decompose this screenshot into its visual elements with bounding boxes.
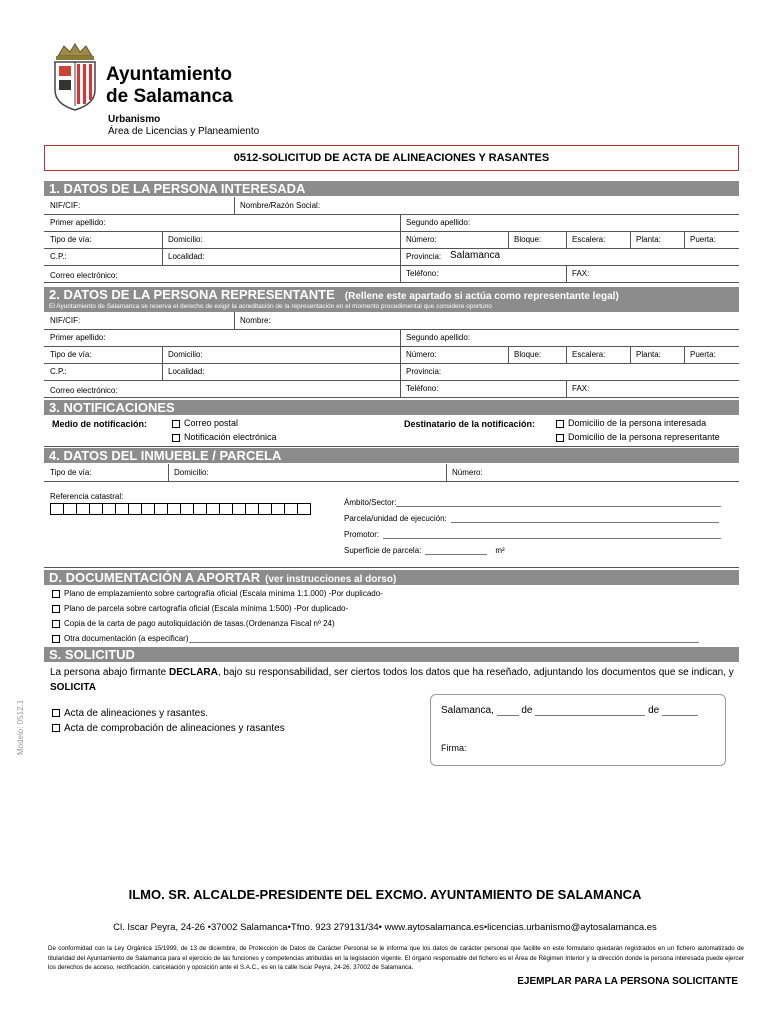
option-acta-alineaciones[interactable] <box>52 708 208 719</box>
sec2-fax-label: FAX: <box>572 384 590 393</box>
sec4-domicilio-label: Domicilio: <box>174 468 209 477</box>
decl-declara: DECLARA <box>168 667 218 678</box>
section-2-note <box>44 302 739 312</box>
section-2-subtitle: (Rellene este apartado si actúa como representante legal) <box>344 291 619 302</box>
sec4-body <box>44 482 739 568</box>
option-dom-representante[interactable] <box>556 432 720 442</box>
option-notificacion-electronica-label: Notificación electrónica <box>184 432 277 442</box>
dept-name: Urbanismo <box>108 114 161 125</box>
sec1-escalera-label: Escalera: <box>572 235 606 244</box>
checkbox-icon[interactable] <box>52 724 60 732</box>
sec4-parcela-field[interactable] <box>344 514 719 523</box>
section-4-header <box>44 448 739 463</box>
section-d-subtitle: (ver instrucciones al dorso) <box>265 574 397 585</box>
sec2-nif-label: NIF/CIF: <box>50 316 81 325</box>
decl-solicita: SOLICITA <box>50 682 96 693</box>
signature-date-line <box>441 705 698 716</box>
section-3-title: 3. NOTIFICACIONES <box>49 400 175 415</box>
sec2-row-nif <box>44 312 739 330</box>
sec2-correo-label: Correo electrónico: <box>50 386 118 395</box>
sec1-segundo-label: Segundo apellido: <box>406 218 471 227</box>
sec4-row-via <box>44 464 739 482</box>
section-2-title: 2. DATOS DE LA PERSONA REPRESENTANTE <box>49 287 335 302</box>
sec1-provincia-value[interactable]: Salamanca <box>450 250 501 261</box>
sec1-domicilio-label: Domicilio: <box>168 235 203 244</box>
sec1-planta-label: Planta: <box>636 235 661 244</box>
sec1-telefono-label: Teléfono: <box>406 269 439 278</box>
sec2-row-contacto <box>44 380 739 398</box>
doc-emplazamiento-label: Plano de emplazamiento sobre cartografía oficial (Escala mínima 1:1.000) -Por duplicado- <box>64 589 383 598</box>
sec4-ambito-label: Ámbito/Sector: <box>344 498 397 507</box>
section-d-title: D. DOCUMENTACIÓN A APORTAR <box>49 570 261 585</box>
section-1-title: 1. DATOS DE LA PERSONA INTERESADA <box>49 181 306 196</box>
doc-tasas[interactable] <box>52 619 335 628</box>
form-title <box>44 145 739 171</box>
modelo-vertical <box>16 700 25 755</box>
option-acta-alineaciones-label: Acta de alineaciones y rasantes. <box>64 708 208 719</box>
sec1-nombre-label: Nombre/Razón Social: <box>240 201 321 210</box>
sec2-nombre-label: Nombre: <box>240 316 271 325</box>
area-name: Área de Licencias y Planeamiento <box>108 126 260 137</box>
section-2-note-text: El Ayuntamiento de Salamanca se reserva el derecho de exigir la acreditación de la representación en el momento procedimental que considere oportuno <box>49 303 492 310</box>
legal-notice: De conformidad con la Ley Orgánica 15/1999, de 13 de diciembre, de Protección de Datos de Carácter Personal se le informa que los datos de carácter personal que facilite en este formulario quedarán registrados en un fichero automatizado de titularidad del Ayuntamiento de Salamanca para el ejercicio de las funciones y competencias atribuidas en la legislación vigente. El órgano responsable del fichero es el Área de Régimen Interior y la dirección donde la persona interesada puede ejercer los derechos de acceso, rectificación, cancelación y oposición ante el S.A.C., es en la calle Iscar Peyra, 24-26, 37002 de Salamanca. <box>48 945 744 971</box>
signature-box[interactable] <box>430 694 726 766</box>
sec2-cp-label: C.P.: <box>50 367 67 376</box>
option-correo-postal[interactable] <box>172 418 238 428</box>
sec2-provincia-label: Provincia: <box>406 367 442 376</box>
section-d-header <box>44 570 739 585</box>
de1-label: de <box>521 705 533 716</box>
sec1-localidad-label: Localidad: <box>168 252 205 261</box>
checkbox-icon[interactable] <box>556 420 564 428</box>
doc-emplazamiento[interactable] <box>52 589 383 598</box>
section-3-header <box>44 400 739 415</box>
checkbox-icon[interactable] <box>52 709 60 717</box>
sec1-provincia-label: Provincia: <box>406 252 442 261</box>
lugar-label: Salamanca, <box>441 705 494 716</box>
sec2-escalera-label: Escalera: <box>572 350 606 359</box>
option-dom-interesada[interactable] <box>556 418 706 428</box>
sec4-tipovia-label: Tipo de vía: <box>50 468 92 477</box>
sec2-row-via <box>44 346 739 364</box>
doc-parcela[interactable] <box>52 604 348 613</box>
doc-parcela-label: Plano de parcela sobre cartografía oficial (Escala mínima 1:500) -Por duplicado- <box>64 604 349 613</box>
sec1-row-cp <box>44 248 739 266</box>
sec4-numero-label: Número: <box>452 468 483 477</box>
sec4-parcela-label: Parcela/unidad de ejecución: <box>344 514 447 523</box>
sec4-promotor-field[interactable] <box>344 530 721 539</box>
sec2-domicilio-label: Domicilio: <box>168 350 203 359</box>
modelo-text: Modelo: 0512.1 <box>16 699 25 755</box>
section-2-header <box>44 287 739 302</box>
copy-label: EJEMPLAR PARA LA PERSONA SOLICITANTE <box>517 976 738 987</box>
sec1-puerta-label: Puerta: <box>690 235 716 244</box>
doc-tasas-label: Copia de la carta de pago autoliquidación de tasas.(Ordenanza Fiscal nº 24) <box>64 619 335 628</box>
sec1-row-via <box>44 231 739 249</box>
sec4-promotor-label: Promotor: <box>344 530 380 539</box>
sec4-superficie-field[interactable] <box>344 546 505 555</box>
sec3-destinatario-label: Destinatario de la notificación: <box>404 419 536 429</box>
section-s-title: S. SOLICITUD <box>49 647 135 662</box>
addressee: ILMO. SR. ALCALDE-PRESIDENTE DEL EXCMO. AYUNTAMIENTO DE SALAMANCA <box>128 887 642 902</box>
doc-otra[interactable] <box>52 634 699 643</box>
checkbox-icon[interactable] <box>52 635 60 643</box>
option-correo-postal-label: Correo postal <box>184 418 239 428</box>
form-title-text: 0512-SOLICITUD DE ACTA DE ALINEACIONES Y RASANTES <box>233 152 550 164</box>
sec1-cp-label: C.P.: <box>50 252 67 261</box>
sec2-bloque-label: Bloque: <box>514 350 542 359</box>
checkbox-icon[interactable] <box>172 434 180 442</box>
de2-label: de <box>648 705 660 716</box>
sec1-bloque-label: Bloque: <box>514 235 542 244</box>
sec1-fax-label: FAX: <box>572 269 590 278</box>
declaration-text <box>50 665 738 695</box>
doc-otra-label: Otra documentación (a especificar) <box>64 634 189 643</box>
sec1-numero-label: Número: <box>406 235 437 244</box>
checkbox-icon[interactable] <box>556 434 564 442</box>
contact-line: Cl. Iscar Peyra, 24-26 •37002 Salamanca•Tfno. 923 279131/34• www.aytosalamanca.es•licencias.urbanismo@aytosalamanca.es <box>113 922 657 933</box>
sec2-puerta-label: Puerta: <box>690 350 716 359</box>
coat-of-arms-logo <box>50 42 100 112</box>
sec2-row-cp <box>44 363 739 381</box>
sec2-numero-label: Número: <box>406 350 437 359</box>
sec2-tipovia-label: Tipo de vía: <box>50 350 92 359</box>
option-acta-comprobacion-label: Acta de comprobación de alineaciones y rasantes <box>64 723 285 734</box>
sec1-row-contacto <box>44 265 739 283</box>
option-notificacion-electronica[interactable] <box>172 432 277 442</box>
option-acta-comprobacion[interactable] <box>52 723 285 734</box>
checkbox-icon[interactable] <box>172 420 180 428</box>
sec4-ambito-field[interactable] <box>344 498 721 507</box>
option-dom-interesada-label: Domicilio de la persona interesada <box>568 418 707 428</box>
sec1-correo-label: Correo electrónico: <box>50 271 118 280</box>
sec4-refcat-label: Referencia catastral: <box>50 492 124 501</box>
sec4-unidad: m² <box>495 546 505 555</box>
sec2-segundo-label: Segundo apellido: <box>406 333 471 342</box>
sec2-primer-label: Primer apellido: <box>50 333 106 342</box>
checkbox-icon[interactable] <box>52 620 60 628</box>
checkbox-icon[interactable] <box>52 590 60 598</box>
section-s-header <box>44 647 739 662</box>
sec1-row-apellidos <box>44 214 739 232</box>
section-4-title: 4. DATOS DEL INMUEBLE / PARCELA <box>49 448 282 463</box>
sec1-primer-label: Primer apellido: <box>50 218 106 227</box>
sec2-planta-label: Planta: <box>636 350 661 359</box>
sec4-superficie-label: Superficie de parcela: <box>344 546 422 555</box>
org-name-line2: de Salamanca <box>106 86 233 107</box>
sec2-localidad-label: Localidad: <box>168 367 205 376</box>
checkbox-icon[interactable] <box>52 605 60 613</box>
sec2-telefono-label: Teléfono: <box>406 384 439 393</box>
decl-part-1: La persona abajo firmante <box>50 667 169 678</box>
decl-part-2: , bajo su responsabilidad, ser ciertos todos los datos que ha reseñado, adjuntando los documentos que se indican, y <box>217 667 734 678</box>
org-name-line1: Ayuntamiento <box>106 64 232 85</box>
sec3-medio-label: Medio de notificación: <box>52 419 148 429</box>
sec1-nif-label: NIF/CIF: <box>50 201 81 210</box>
sec1-tipovia-label: Tipo de vía: <box>50 235 92 244</box>
option-dom-representante-label: Domicilio de la persona representante <box>568 432 720 442</box>
sec2-row-apellidos <box>44 329 739 347</box>
sec1-row-nif <box>44 197 739 215</box>
section-1-header <box>44 181 739 196</box>
firma-label: Firma: <box>441 743 467 753</box>
